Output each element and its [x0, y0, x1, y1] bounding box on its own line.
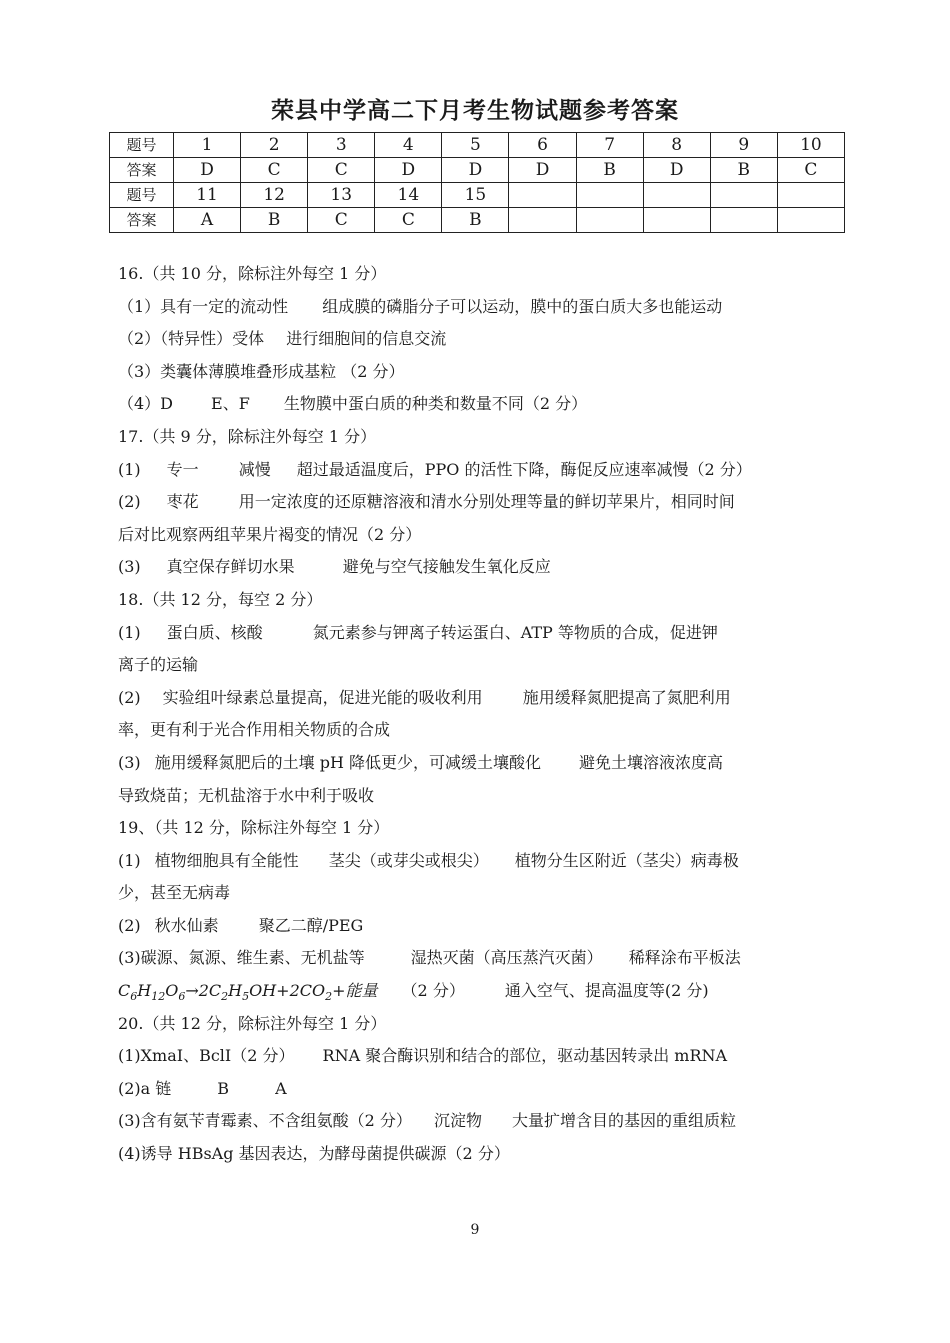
- table-cell: [710, 208, 777, 233]
- answer-text: (2)a 链: [118, 1078, 172, 1098]
- answer-text: (2): [118, 687, 141, 707]
- table-cell: 5: [442, 133, 509, 158]
- q19-answer-3: [118, 942, 838, 975]
- q20-answer-2: [118, 1073, 838, 1106]
- table-cell: [576, 183, 643, 208]
- page-number: 9: [470, 1222, 480, 1238]
- table-cell: 14: [375, 183, 442, 208]
- q16-header: 16.（共 10 分，除标注外每空 1 分）: [118, 264, 387, 283]
- answer-text: 蛋白质、核酸: [166, 622, 263, 642]
- answer-text: 进行细胞间的信息交流: [286, 329, 447, 349]
- answer-text: 通入空气、提高温度等(2 分): [504, 981, 709, 1001]
- table-cell: D: [643, 158, 710, 183]
- table-row-header: 答案: [110, 158, 174, 183]
- q20-answer-1: [118, 1040, 838, 1073]
- q16-answer-1: [118, 291, 838, 324]
- q19-header: 19、（共 12 分，除标注外每空 1 分）: [118, 818, 390, 838]
- table-cell: D: [442, 158, 509, 183]
- answer-table: [109, 132, 845, 233]
- table-row-header: 题号: [110, 183, 174, 208]
- table-cell: C: [375, 208, 442, 233]
- table-cell: 4: [375, 133, 442, 158]
- table-row: [110, 183, 845, 208]
- table-cell: B: [442, 208, 509, 233]
- table-cell: [576, 208, 643, 233]
- table-cell: B: [241, 208, 308, 233]
- answer-text: B: [217, 1078, 230, 1098]
- answer-text: E、F: [211, 394, 250, 414]
- table-cell: [509, 183, 576, 208]
- table-cell: 7: [576, 133, 643, 158]
- table-cell: [509, 208, 576, 233]
- answer-text: 茎尖（或芽尖或根尖）: [328, 850, 489, 870]
- answer-text: (1): [118, 459, 141, 479]
- table-cell: 3: [308, 133, 375, 158]
- answer-text: 大量扩增含目的基因的重组质粒: [511, 1111, 736, 1131]
- answer-text: 避免土壤溶液浓度高: [579, 752, 724, 772]
- answer-text: (3)碳源、氮源、维生素、无机盐等: [118, 948, 365, 968]
- answer-text: 植物分生区附近（茎尖）病毒极: [514, 850, 739, 870]
- answer-text: (1): [118, 622, 141, 642]
- table-cell: D: [174, 158, 241, 183]
- q17-answer-1: [118, 454, 838, 487]
- q16-answer-4: [118, 388, 838, 421]
- q18-answer-1: [118, 617, 838, 650]
- answer-text: 专一: [166, 459, 199, 479]
- answer-text: 避免与空气接触发生氧化反应: [342, 557, 551, 577]
- q18-answer-1-cont: 离子的运输: [118, 655, 199, 675]
- answer-text: (3): [118, 752, 141, 772]
- answer-text: 湿热灭菌（高压蒸汽灭菌）: [410, 948, 603, 968]
- fermentation-equation: $C_6H_{12}O_6\to 2C_2H_5OH+2CO_2+$能量: [118, 981, 378, 1004]
- answer-text: 组成膜的磷脂分子可以运动，膜中的蛋白质大多也能运动: [322, 296, 723, 316]
- table-cell: D: [375, 158, 442, 183]
- q20-answer-4: (4)诱导 HBsAg 基因表达，为酵母菌提供碳源（2 分）: [118, 1144, 510, 1164]
- table-row-header: 答案: [110, 208, 174, 233]
- answer-text: 施用缓释氮肥后的土壤 pH 降低更少，可减缓土壤酸化: [154, 752, 542, 772]
- answer-text: (3)含有氨苄青霉素、不含组氨酸（2 分）: [118, 1111, 412, 1131]
- table-cell: D: [509, 158, 576, 183]
- q19-answer-4: [118, 975, 838, 1008]
- answer-text: (2): [118, 492, 141, 512]
- q18-answer-3-cont: 导致烧苗；无机盐溶于水中利于吸收: [118, 785, 375, 805]
- answer-text: （1）具有一定的流动性: [118, 296, 289, 316]
- q17-header: 17.（共 9 分，除标注外每空 1 分）: [118, 426, 377, 446]
- q19-answer-2: [118, 910, 838, 943]
- answer-text: （4）D: [118, 394, 174, 414]
- table-cell: 1: [174, 133, 241, 158]
- page-title: 荣县中学高二下月考生物试题参考答案: [271, 98, 679, 124]
- table-cell: 2: [241, 133, 308, 158]
- table-cell: [777, 208, 844, 233]
- answer-text: 枣花: [166, 492, 199, 512]
- table-cell: [777, 183, 844, 208]
- answer-text: A: [275, 1078, 287, 1098]
- answer-text: 生物膜中蛋白质的种类和数量不同（2 分）: [283, 394, 588, 414]
- q18-answer-2: [118, 682, 838, 715]
- q18-header: 18.（共 12 分，每空 2 分）: [118, 589, 323, 609]
- answer-text: (1)XmaⅠ、BclⅠ（2 分）: [118, 1046, 295, 1066]
- table-cell: C: [777, 158, 844, 183]
- table-row: [110, 133, 845, 158]
- answer-text: 聚乙二醇/PEG: [258, 915, 364, 935]
- table-cell: B: [576, 158, 643, 183]
- table-cell: [643, 208, 710, 233]
- answer-text: 秋水仙素: [154, 915, 219, 935]
- answer-text: （2）（特异性）受体: [118, 329, 265, 349]
- table-row: [110, 208, 845, 233]
- table-cell: [710, 183, 777, 208]
- answer-text: 用一定浓度的还原糖溶液和清水分别处理等量的鲜切苹果片，相同时间: [238, 492, 735, 512]
- answer-text: 稀释涂布平板法: [628, 948, 741, 968]
- q17-answer-3: [118, 551, 838, 584]
- answer-text: (1): [118, 850, 141, 870]
- answer-text: 施用缓释氮肥提高了氮肥利用: [522, 687, 731, 707]
- q18-answer-2-cont: 率，更有利于光合作用相关物质的合成: [118, 720, 391, 740]
- answer-text: 真空保存鲜切水果: [166, 557, 295, 577]
- table-cell: 11: [174, 183, 241, 208]
- table-cell: C: [308, 158, 375, 183]
- table-row-header: 题号: [110, 133, 174, 158]
- answer-text: （2 分）: [401, 981, 465, 1001]
- answer-text: 减慢: [238, 459, 271, 479]
- q17-answer-2: [118, 486, 838, 519]
- q18-answer-3: [118, 747, 838, 780]
- answer-body: [118, 258, 838, 1171]
- q19-answer-1-cont: 少，甚至无病毒: [118, 883, 231, 903]
- table-cell: 6: [509, 133, 576, 158]
- q20-header: 20.（共 12 分，除标注外每空 1 分）: [118, 1013, 387, 1033]
- answer-text: RNA 聚合酶识别和结合的部位，驱动基因转录出 mRNA: [322, 1046, 728, 1066]
- q16-answer-2: [118, 323, 838, 356]
- table-row: [110, 158, 845, 183]
- table-cell: 13: [308, 183, 375, 208]
- table-cell: [643, 183, 710, 208]
- answer-text: (2): [118, 915, 141, 935]
- answer-text: 超过最适温度后，PPO 的活性下降，酶促反应速率减慢（2 分）: [296, 459, 752, 479]
- q20-answer-3: [118, 1105, 838, 1138]
- table-cell: 9: [710, 133, 777, 158]
- q17-answer-2-cont: 后对比观察两组苹果片褐变的情况（2 分）: [118, 524, 422, 544]
- q19-answer-1: [118, 845, 838, 878]
- table-cell: B: [710, 158, 777, 183]
- table-cell: A: [174, 208, 241, 233]
- table-cell: C: [241, 158, 308, 183]
- answer-text: 沉淀物: [433, 1111, 482, 1131]
- answer-text: (3): [118, 557, 141, 577]
- answer-text: 实验组叶绿素总量提高，促进光能的吸收利用: [162, 687, 483, 707]
- q16-answer-3: （3）类囊体薄膜堆叠形成基粒 （2 分）: [118, 361, 405, 381]
- table-cell: 10: [777, 133, 844, 158]
- answer-text: 植物细胞具有全能性: [154, 850, 299, 870]
- answer-text: 氮元素参与钾离子转运蛋白、ATP 等物质的合成，促进钾: [312, 622, 718, 642]
- table-cell: 12: [241, 183, 308, 208]
- table-cell: 15: [442, 183, 509, 208]
- table-cell: 8: [643, 133, 710, 158]
- table-cell: C: [308, 208, 375, 233]
